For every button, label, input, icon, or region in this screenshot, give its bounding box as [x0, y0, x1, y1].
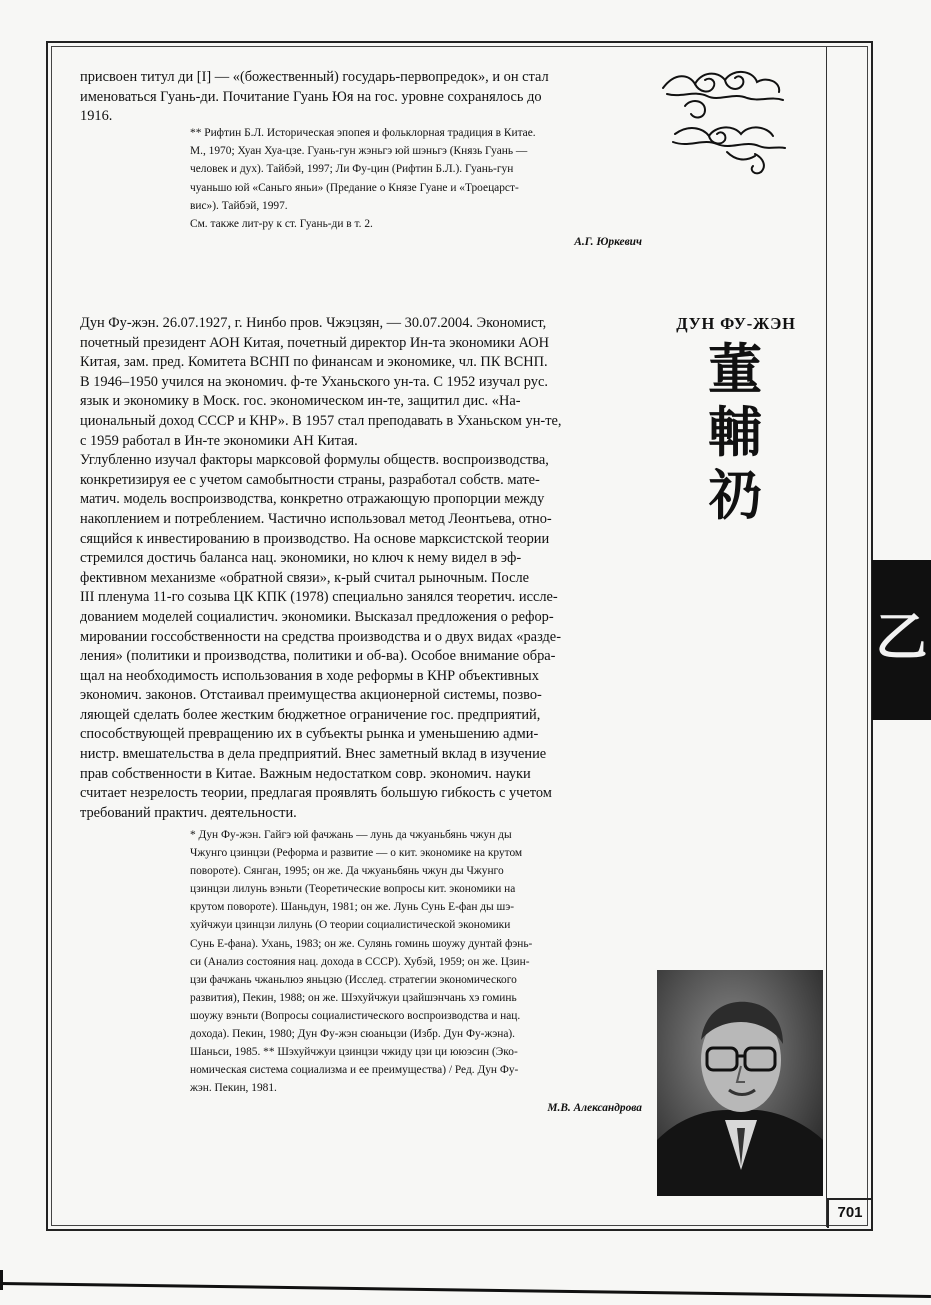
text-line: способствующей превращению их в субъекты рынка и уменьшению адми-	[80, 726, 539, 743]
column-rule	[826, 47, 827, 1227]
hanzi-character: 礽	[708, 464, 762, 527]
text-line: ления» (политики и производства, политики и об-ва). Особое внимание обра-	[80, 648, 556, 665]
entry-references	[190, 826, 642, 1097]
reference-line: вис»). Тайбэй, 1997.	[190, 199, 288, 212]
reference-line: развития), Пекин, 1988; он же. Шэхуйчжуи цзайшэнчань хэ гоминь	[190, 991, 517, 1004]
reference-line: Сунь Е-фана). Ухань, 1983; он же. Сулянь гоминь шоужу дунтай фэнь-	[190, 937, 533, 950]
entry-author: М.В. Александрова	[547, 1102, 642, 1114]
text-line: именоваться Гуань-ди. Почитание Гуань Юя на гос. уровне сохранялось до	[80, 88, 542, 105]
reference-line: крутом повороте). Шаньдун, 1981; он же. Лунь Сунь Е-фан ды шэ-	[190, 901, 515, 914]
text-line: экономич. законов. Отстаивал преимущества акционерной системы, позво-	[80, 687, 542, 704]
text-line: Китая, зам. пред. Комитета ВСНП по финансам и экономике, чл. ПК ВСНП.	[80, 354, 548, 371]
reference-line: См. также лит-ру к ст. Гуань-ди в т. 2.	[190, 218, 373, 231]
page-number: 701	[837, 1204, 863, 1221]
reference-line: шоужу вэньти (Вопросы социалистического воспроизводства и нац.	[190, 1009, 521, 1022]
reference-line: номическая система социализма и ее преимущества) / Ред. Дун Фу-	[190, 1064, 519, 1077]
text-line: мировании госсобственности на средства производства и о двух видах «разде-	[80, 628, 561, 645]
text-line: требований практич. деятельности.	[80, 804, 297, 821]
text-line: ляющей сделать более жестким бюджетное ограничение гос. предприятий,	[80, 706, 541, 723]
prev-entry-text	[80, 68, 642, 127]
reference-line: цзинцзи лилунь вэньти (Теоретические вопросы кит. экономики на	[190, 883, 516, 896]
text-line: дованием моделей социалистич. экономики. Высказал предложения о рефор-	[80, 608, 554, 625]
portrait-photo	[657, 970, 823, 1196]
text-line: почетный президент АОН Китая, почетный директор Ин-та экономики АОН	[80, 334, 550, 351]
text-line: сящийся к инвестированию в производство. На основе марксистской теории	[80, 530, 550, 547]
text-line: считает незрелость теории, предлагая проявлять большую гибкость с учетом	[80, 785, 552, 802]
entry-body	[80, 314, 642, 823]
reference-line: повороте). Сянган, 1995; он же. Да чжуаньбянь чжун ды Чжунго	[190, 865, 504, 878]
reference-line: цзи фачжань чжаньлюэ яньцзю (Исслед. стратегии экономического	[190, 973, 517, 986]
reference-line: дохода). Пекин, 1980; Дун Фу-жэн сюаньцзи (Избр. Дун Фу-жэна).	[190, 1028, 516, 1041]
reference-line: Чжунго цзинцзи (Реформа и развитие — о кит. экономике на крутом	[190, 847, 523, 860]
hanzi-character: 輔	[708, 401, 762, 464]
tab-glyph: 乙	[875, 608, 928, 668]
text-line: Углубленно изучал факторы марксовой формулы обществ. воспроизводства,	[80, 452, 549, 469]
reference-line: М., 1970; Хуан Хуа-цзе. Гуань-гун жэньгэ юй шэньгэ (Князь Гуань —	[190, 145, 528, 158]
text-line: 1916.	[80, 108, 113, 125]
reference-line: жэн. Пекин, 1981.	[190, 1082, 277, 1095]
cloud-ornament-icon	[655, 62, 791, 180]
page-number-box	[827, 1198, 871, 1228]
text-line: циональный доход СССР и КНР». В 1957 стал преподавать в Уханьском ун-те,	[80, 412, 562, 429]
prev-entry-author: А.Г. Юркевич	[574, 236, 642, 248]
text-line: накоплением и потреблением. Частично использовал метод Леонтьева, отно-	[80, 510, 552, 527]
scan-edge-line	[0, 1282, 931, 1298]
reference-line: Шаньси, 1985. ** Шэхуйчжуи цзинцзи чжиду цзи ци ююэсин (Эко-	[190, 1046, 518, 1059]
text-line: фективном механизме «обратной связи», к-рый считал рыночным. После	[80, 569, 530, 586]
text-line: прав собственности в Китае. Важным недостатком совр. экономич. науки	[80, 765, 531, 782]
text-line: язык и экономику в Моск. гос. экономическом ин-те, защитил дис. «На-	[80, 393, 521, 410]
entry-heading: ДУН ФУ-ЖЭН	[676, 314, 796, 333]
prev-entry-references	[190, 124, 642, 233]
text-line: матич. модель воспроизводства, конкретно отражающую пропорции между	[80, 491, 545, 508]
text-line: нистр. вмешательства в дела предприятий. Внес заметный вклад в изучение	[80, 746, 547, 763]
portrait-illustration	[657, 970, 823, 1196]
hanzi-character: 董	[708, 338, 762, 401]
text-line: щал на необходимость использования в ходе реформы в КНР объективных	[80, 667, 539, 684]
text-line: присвоен титул ди [I] — «(божественный) государь-первопредок», и он стал	[80, 69, 549, 85]
text-line: III пленума 11-го созыва ЦК КПК (1978) специально занялся теоретич. иссле-	[80, 589, 558, 606]
reference-line: хуйчжуи цзинцзи лилунь (О теории социалистической экономики	[190, 919, 511, 932]
text-line: конкретизируя ее с учетом самобытности страны, разработал собств. мате-	[80, 471, 540, 488]
scan-edge-mark	[0, 1270, 3, 1290]
section-thumb-tab	[872, 560, 931, 720]
reference-line: си (Анализ состояния нац. дохода в СССР). Хубэй, 1959; он же. Цзин-	[190, 955, 530, 968]
text-line: стремился достичь баланса нац. экономики, но ключ к нему видел в эф-	[80, 550, 522, 567]
reference-line: человек и дух). Тайбэй, 1997; Ли Фу-цин (Рифтин Б.Л.). Гуань-гун	[190, 163, 514, 176]
reference-line: чуаньшо юй «Саньго яньи» (Предание о Князе Гуане и «Троецарст-	[190, 181, 519, 194]
reference-line: ** Рифтин Б.Л. Историческая эпопея и фольклорная традиция в Китае.	[190, 127, 536, 139]
text-line: В 1946–1950 учился на экономич. ф-те Уханьского ун-та. С 1952 изучал рус.	[80, 373, 548, 390]
text-line: Дун Фу-жэн. 26.07.1927, г. Нинбо пров. Чжэцзян, — 30.07.2004. Экономист,	[80, 315, 547, 331]
reference-line: * Дун Фу-жэн. Гайгэ юй фачжань — лунь да чжуаньбянь чжун ды	[190, 829, 512, 841]
text-line: с 1959 работал в Ин-те экономики АН Китая.	[80, 432, 358, 449]
